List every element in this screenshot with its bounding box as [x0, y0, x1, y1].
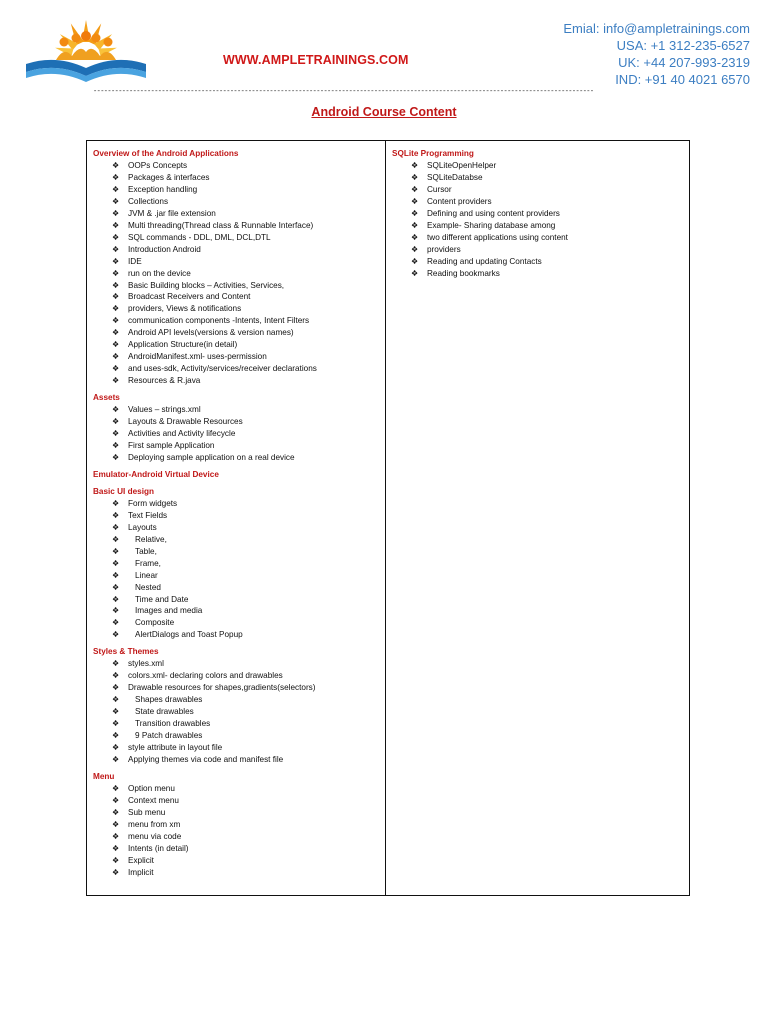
list-item-text: Resources & R.java [128, 376, 201, 386]
list-item-text: Applying themes via code and manifest file [128, 754, 284, 764]
topic-list [93, 783, 385, 879]
diamond-bullet-icon: ❖ [112, 819, 120, 829]
list-item-text: colors.xml- declaring colors and drawables [128, 671, 283, 681]
list-item-text: Linear [135, 570, 158, 580]
section-sqlite-programming [392, 148, 689, 280]
list-item [93, 855, 385, 867]
topic-list [93, 658, 385, 766]
list-item [93, 742, 385, 754]
list-item-text: State drawables [135, 707, 194, 717]
list-item [93, 546, 385, 558]
list-item-text: Relative, [135, 534, 167, 544]
diamond-bullet-icon: ❖ [112, 340, 120, 350]
section-menu [93, 771, 385, 879]
diamond-bullet-icon: ❖ [112, 754, 120, 764]
diamond-bullet-icon: ❖ [411, 256, 419, 266]
diamond-bullet-icon: ❖ [112, 707, 120, 717]
list-item [93, 718, 385, 730]
list-item [93, 184, 385, 196]
diamond-bullet-icon: ❖ [411, 172, 419, 182]
list-item-text: Activities and Activity lifecycle [128, 429, 236, 439]
list-item-text: Context menu [128, 795, 179, 805]
diamond-bullet-icon: ❖ [112, 280, 120, 290]
list-item-text: Cursor [427, 184, 452, 194]
diamond-bullet-icon: ❖ [112, 352, 120, 362]
list-item-text: Transition drawables [135, 719, 211, 729]
list-item-text: Sub menu [128, 807, 166, 817]
list-item [392, 256, 689, 268]
diamond-bullet-icon: ❖ [112, 417, 120, 427]
list-item-text: Implicit [128, 867, 154, 877]
page-title: Android Course Content [311, 105, 457, 119]
section-styles-themes [93, 646, 385, 766]
section-overview-of-the-android-applications [93, 148, 385, 387]
list-item [93, 694, 385, 706]
list-item [93, 795, 385, 807]
list-item [392, 160, 689, 172]
list-item [93, 232, 385, 244]
list-item-text: Exception handling [128, 184, 198, 194]
list-item-text: OOPs Concepts [128, 161, 188, 170]
list-item [392, 268, 689, 280]
section-heading: Styles & Themes [93, 647, 159, 657]
list-item [392, 244, 689, 256]
list-item [93, 522, 385, 534]
list-item [93, 220, 385, 232]
list-item [93, 416, 385, 428]
diamond-bullet-icon: ❖ [112, 292, 120, 302]
list-item [392, 196, 689, 208]
list-item [392, 172, 689, 184]
diamond-bullet-icon: ❖ [112, 659, 120, 669]
section-emulator-android-virtual-device [93, 469, 385, 481]
list-item [93, 670, 385, 682]
website-link[interactable]: WWW.AMPLETRAININGS.COM [223, 53, 409, 67]
list-item-text: Layouts & Drawable Resources [128, 417, 243, 427]
list-item [93, 428, 385, 440]
diamond-bullet-icon: ❖ [112, 405, 120, 415]
list-item [392, 208, 689, 220]
header-divider: ------------------------------------------------------------------------------------------------------------------------------------------- [93, 88, 594, 96]
section-heading: Overview of the Android Applications [93, 149, 239, 158]
list-item-text: AlertDialogs and Toast Popup [135, 630, 243, 640]
diamond-bullet-icon: ❖ [112, 695, 120, 705]
diamond-bullet-icon: ❖ [112, 440, 120, 450]
list-item-text: style attribute in layout file [128, 742, 223, 752]
list-item-text: Reading and updating Contacts [427, 256, 542, 266]
diamond-bullet-icon: ❖ [411, 196, 419, 206]
list-item [93, 363, 385, 375]
list-item [93, 754, 385, 766]
list-item-text: menu via code [128, 831, 182, 841]
list-item-text: Explicit [128, 855, 154, 865]
diamond-bullet-icon: ❖ [411, 220, 419, 230]
list-item-text: providers [427, 244, 461, 254]
list-item [93, 208, 385, 220]
diamond-bullet-icon: ❖ [112, 304, 120, 314]
list-item [93, 831, 385, 843]
diamond-bullet-icon: ❖ [112, 582, 120, 592]
diamond-bullet-icon: ❖ [112, 731, 120, 741]
list-item [93, 558, 385, 570]
list-item-text: SQL commands - DDL, DML, DCL,DTL [128, 232, 271, 242]
topic-list [93, 160, 385, 387]
list-item [93, 534, 385, 546]
list-item [93, 196, 385, 208]
contact-uk: UK: +44 207-993-2319 [618, 55, 750, 70]
right-column [386, 141, 689, 895]
list-item-text: Time and Date [135, 594, 189, 604]
list-item-text: Layouts [128, 522, 157, 532]
diamond-bullet-icon: ❖ [411, 184, 419, 194]
diamond-bullet-icon: ❖ [112, 328, 120, 338]
list-item [93, 375, 385, 387]
list-item [93, 339, 385, 351]
list-item [93, 268, 385, 280]
list-item-text: Drawable resources for shapes,gradients(selectors) [128, 683, 316, 693]
list-item [93, 351, 385, 363]
diamond-bullet-icon: ❖ [411, 232, 419, 242]
open-book-icon [26, 60, 146, 82]
list-item [93, 440, 385, 452]
diamond-bullet-icon: ❖ [411, 161, 419, 170]
diamond-bullet-icon: ❖ [112, 534, 120, 544]
list-item [392, 232, 689, 244]
list-item-text: Images and media [135, 606, 203, 616]
diamond-bullet-icon: ❖ [112, 316, 120, 326]
list-item [392, 220, 689, 232]
diamond-bullet-icon: ❖ [112, 795, 120, 805]
people-icon [56, 31, 116, 60]
diamond-bullet-icon: ❖ [411, 268, 419, 278]
diamond-bullet-icon: ❖ [112, 671, 120, 681]
list-item-text: Reading bookmarks [427, 268, 500, 278]
diamond-bullet-icon: ❖ [112, 452, 120, 462]
diamond-bullet-icon: ❖ [112, 522, 120, 532]
diamond-bullet-icon: ❖ [112, 618, 120, 628]
diamond-bullet-icon: ❖ [112, 807, 120, 817]
list-item-text: Introduction Android [128, 244, 201, 254]
ample-trainings-logo [20, 16, 152, 88]
list-item [93, 160, 385, 172]
left-column [87, 141, 386, 895]
diamond-bullet-icon: ❖ [112, 172, 120, 182]
list-item [93, 172, 385, 184]
list-item-text: Intents (in detail) [128, 843, 189, 853]
list-item-text: IDE [128, 256, 142, 266]
topic-list [93, 404, 385, 464]
list-item-text: Form widgets [128, 498, 178, 508]
list-item-text: styles.xml [128, 659, 164, 669]
list-item [93, 843, 385, 855]
diamond-bullet-icon: ❖ [112, 364, 120, 374]
list-item [93, 291, 385, 303]
list-item [93, 404, 385, 416]
diamond-bullet-icon: ❖ [411, 244, 419, 254]
diamond-bullet-icon: ❖ [112, 867, 120, 877]
list-item-text: Composite [135, 618, 175, 628]
contact-email[interactable]: Emial: info@ampletrainings.com [563, 21, 750, 36]
list-item-text: Basic Building blocks – Activities, Services, [128, 280, 285, 290]
list-item-text: Android API levels(versions & version names) [128, 328, 294, 338]
list-item [93, 730, 385, 742]
section-basic-ui-design [93, 486, 385, 641]
list-item [93, 498, 385, 510]
list-item [93, 256, 385, 268]
list-item-text: Defining and using content providers [427, 208, 560, 218]
diamond-bullet-icon: ❖ [112, 256, 120, 266]
list-item [93, 629, 385, 641]
list-item [93, 658, 385, 670]
list-item-text: Frame, [135, 558, 161, 568]
diamond-bullet-icon: ❖ [112, 161, 120, 170]
diamond-bullet-icon: ❖ [411, 208, 419, 218]
list-item [93, 244, 385, 256]
list-item-text: communication components -Intents, Intent Filters [128, 316, 310, 326]
diamond-bullet-icon: ❖ [112, 831, 120, 841]
list-item [392, 184, 689, 196]
list-item-text: and uses-sdk, Activity/services/receiver declarations [128, 364, 317, 374]
list-item [93, 315, 385, 327]
section-assets [93, 392, 385, 464]
list-item [93, 582, 385, 594]
list-item [93, 617, 385, 629]
diamond-bullet-icon: ❖ [112, 719, 120, 729]
diamond-bullet-icon: ❖ [112, 742, 120, 752]
list-item-text: Table, [135, 546, 157, 556]
list-item-text: two different applications using content [427, 232, 568, 242]
topic-list [93, 498, 385, 641]
diamond-bullet-icon: ❖ [112, 630, 120, 640]
section-heading: Assets [93, 393, 120, 403]
list-item [93, 706, 385, 718]
diamond-bullet-icon: ❖ [112, 196, 120, 206]
list-item [93, 570, 385, 582]
diamond-bullet-icon: ❖ [112, 498, 120, 508]
list-item-text: Application Structure(in detail) [128, 340, 238, 350]
diamond-bullet-icon: ❖ [112, 843, 120, 853]
list-item-text: run on the device [128, 268, 191, 278]
diamond-bullet-icon: ❖ [112, 220, 120, 230]
section-heading: Basic UI design [93, 486, 154, 496]
list-item-text: Multi threading(Thread class & Runnable Interface) [128, 220, 314, 230]
diamond-bullet-icon: ❖ [112, 184, 120, 194]
diamond-bullet-icon: ❖ [112, 546, 120, 556]
diamond-bullet-icon: ❖ [112, 510, 120, 520]
section-heading: Menu [93, 771, 115, 781]
list-item-text: AndroidManifest.xml- uses-permission [128, 352, 267, 362]
list-item-text: JVM & .jar file extension [128, 208, 216, 218]
list-item-text: Content providers [427, 196, 492, 206]
list-item-text: Nested [135, 582, 161, 592]
diamond-bullet-icon: ❖ [112, 244, 120, 254]
list-item-text: SQLiteOpenHelper [427, 161, 497, 170]
list-item-text: Collections [128, 196, 169, 206]
list-item [93, 867, 385, 879]
diamond-bullet-icon: ❖ [112, 232, 120, 242]
diamond-bullet-icon: ❖ [112, 208, 120, 218]
list-item-text: Values – strings.xml [128, 405, 201, 415]
list-item [93, 280, 385, 292]
diamond-bullet-icon: ❖ [112, 606, 120, 616]
list-item-text: Broadcast Receivers and Content [128, 292, 251, 302]
list-item-text: Shapes drawables [135, 695, 203, 705]
section-heading: Emulator-Android Virtual Device [93, 469, 219, 479]
list-item-text: Deploying sample application on a real device [128, 452, 295, 462]
diamond-bullet-icon: ❖ [112, 855, 120, 865]
list-item-text: SQLiteDatabse [427, 172, 483, 182]
diamond-bullet-icon: ❖ [112, 268, 120, 278]
list-item [93, 819, 385, 831]
list-item [93, 303, 385, 315]
list-item-text: Example- Sharing database among [427, 220, 556, 230]
diamond-bullet-icon: ❖ [112, 376, 120, 386]
list-item-text: Option menu [128, 783, 175, 793]
diamond-bullet-icon: ❖ [112, 783, 120, 793]
list-item-text: providers, Views & notifications [128, 304, 242, 314]
diamond-bullet-icon: ❖ [112, 594, 120, 604]
list-item-text: Text Fields [128, 510, 168, 520]
contact-block [563, 20, 750, 88]
list-item [93, 510, 385, 522]
course-content-table [86, 140, 690, 896]
diamond-bullet-icon: ❖ [112, 683, 120, 693]
list-item [93, 452, 385, 464]
diamond-bullet-icon: ❖ [112, 558, 120, 568]
topic-list [392, 160, 689, 280]
list-item-text: First sample Application [128, 440, 215, 450]
list-item [93, 594, 385, 606]
list-item-text: menu from xm [128, 819, 181, 829]
list-item-text: 9 Patch drawables [135, 731, 203, 741]
section-heading: SQLite Programming [392, 149, 474, 158]
list-item [93, 605, 385, 617]
list-item [93, 682, 385, 694]
diamond-bullet-icon: ❖ [112, 429, 120, 439]
list-item [93, 807, 385, 819]
list-item-text: Packages & interfaces [128, 172, 210, 182]
list-item [93, 783, 385, 795]
contact-usa: USA: +1 312-235-6527 [616, 38, 750, 53]
contact-ind: IND: +91 40 4021 6570 [615, 72, 750, 87]
list-item [93, 327, 385, 339]
diamond-bullet-icon: ❖ [112, 570, 120, 580]
